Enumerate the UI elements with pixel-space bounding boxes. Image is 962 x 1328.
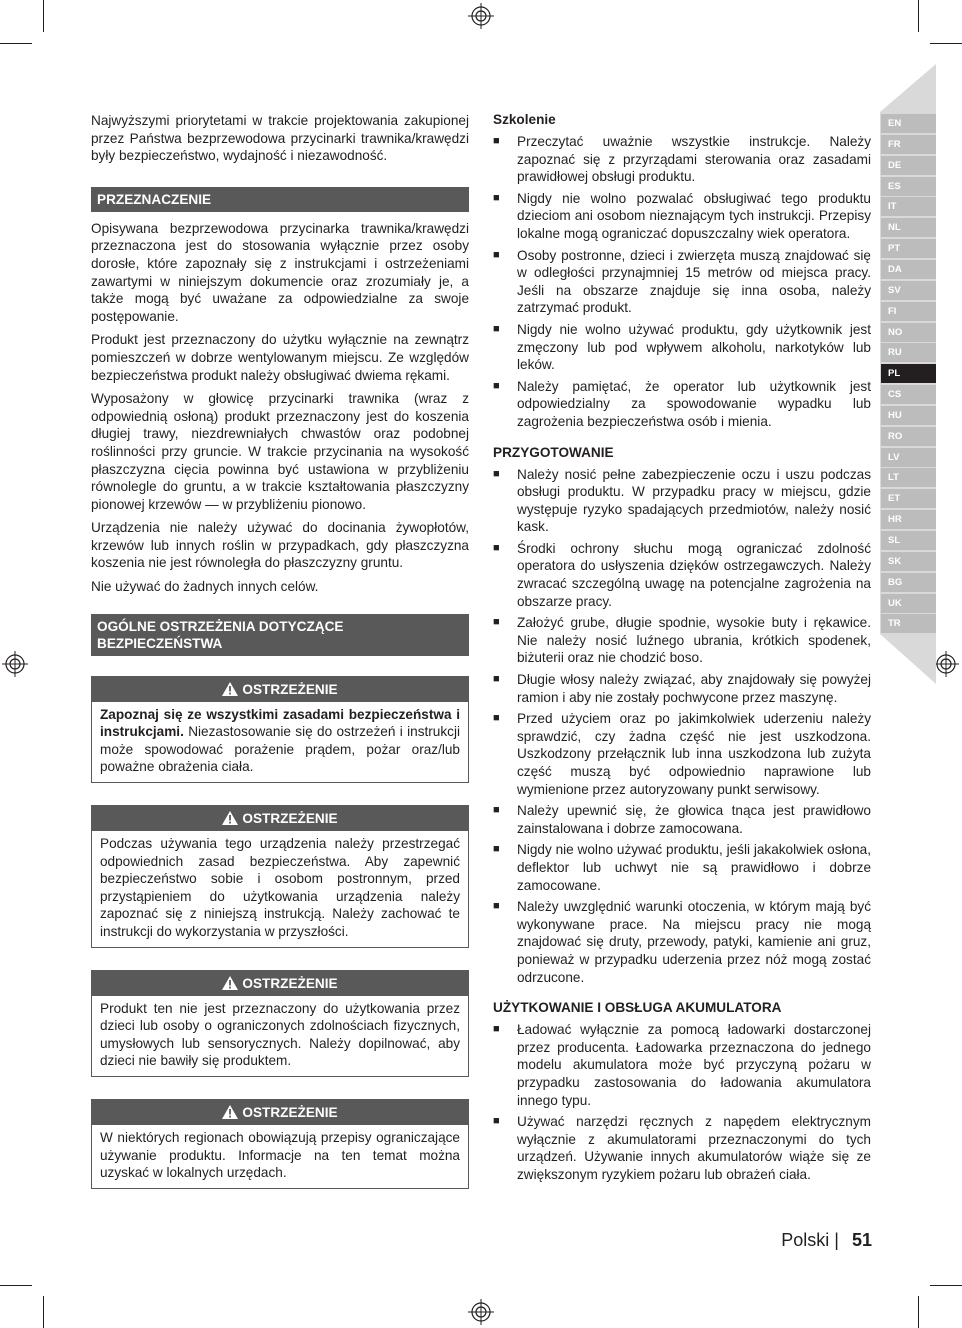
list-item: ■ Należy nosić pełne zabezpieczenie oczu i uszu podczas obsługi produktu. W przypadku pracy w miejscu, gdzie występuje ryzyko spadających przedmiotów, należy nosić kask. bbox=[493, 466, 871, 536]
warning-header bbox=[92, 806, 468, 831]
language-tab-bg[interactable]: BG bbox=[881, 573, 936, 592]
language-tab-pl[interactable]: PL bbox=[881, 364, 936, 383]
list-item: ■ Środki ochrony słuchu mogą ograniczać zdolność operatora do usłyszenia dzięków ostrzegawczych. Należy zwracać szczególną uwagę na potencjalne zagrożenia na obszarze pracy. bbox=[493, 540, 871, 610]
warning-label: OSTRZEŻENIE bbox=[242, 811, 338, 827]
heading-line: BEZPIECZEŃSTWA bbox=[97, 635, 223, 651]
warning-text bbox=[92, 702, 468, 782]
language-tab-fr[interactable]: FR bbox=[881, 135, 936, 154]
list-item: ■ Używać narzędzi ręcznych z napędem elektrycznym wyłącznie z akumulatorami przeznaczonymi do tych urządzeń. Używanie innych akumulatorów wiąże się ze zwiększonym ryzykiem pożaru lub obrażeń ciała. bbox=[493, 1113, 871, 1183]
warning-triangle-icon bbox=[222, 1105, 238, 1119]
warning-bold-text: Zapoznaj się ze wszystkimi zasadami bezpieczeństwa i instrukcjami. bbox=[100, 706, 460, 740]
warning-text: W niektórych regionach obowiązują przepisy ograniczające używanie produktu. Informacje na ten temat można uzyskać w lokalnych urzędach. bbox=[100, 1129, 460, 1181]
crop-mark bbox=[43, 0, 44, 32]
list-item: ■ Nigdy nie wolno pozwalać obsługiwać tego produktu dzieciom ani osobom nieznającym tych instrukcji. Przepisy lokalne mogą ograniczać dopuszczalny wiek operatora. bbox=[493, 190, 871, 243]
language-tab-it[interactable]: IT bbox=[881, 197, 936, 216]
language-tab-no[interactable]: NO bbox=[881, 323, 936, 342]
language-tab-sk[interactable]: SK bbox=[881, 552, 936, 571]
registration-mark-icon bbox=[468, 1299, 494, 1325]
page-footer bbox=[700, 1230, 872, 1251]
section-heading-general-warnings bbox=[91, 614, 469, 656]
intro-paragraph: Najwyższymi priorytetami w trakcie projektowania zakupionej przez Państwa bezprzewodowa przycinarki trawnika/krawędzi były bezpieczeństwo, wydajność i niezawodność. bbox=[91, 113, 469, 164]
crop-mark bbox=[0, 1285, 32, 1286]
footer-language: Polski | bbox=[781, 1230, 839, 1250]
language-tab-sv[interactable]: SV bbox=[881, 281, 936, 300]
list-item: ■ Długie włosy należy związać, aby znajdowały się powyżej ramion i aby nie zostały pochwycone przez maszynę. bbox=[493, 671, 871, 706]
language-tab-lv[interactable]: LV bbox=[881, 448, 936, 467]
left-column bbox=[91, 112, 469, 1211]
page-number: 51 bbox=[851, 1230, 872, 1250]
heading-line: OGÓLNE OSTRZEŻENIA DOTYCZĄCE bbox=[97, 618, 344, 634]
language-tab-fi[interactable]: FI bbox=[881, 302, 936, 321]
warning-text: Produkt ten nie jest przeznaczony do użytkowania przez dzieci lub osoby o ograniczonych zdolnościach fizycznych, umysłowych lub sensorycznych. Należy dopilnować, aby dzieci nie bawiły się produktem. bbox=[100, 1000, 460, 1069]
registration-mark-icon bbox=[933, 651, 959, 677]
list-item: ■ Nigdy nie wolno używać produktu, gdy użytkownik jest zmęczony lub pod wpływem alkoholu, narkotyków lub leków. bbox=[493, 321, 871, 374]
paragraph: Nie używać do żadnych innych celów. bbox=[91, 579, 319, 595]
crop-mark bbox=[918, 0, 919, 32]
warning-header bbox=[92, 677, 468, 702]
warning-box bbox=[91, 805, 469, 948]
warning-text: Podczas używania tego urządzenia należy przestrzegać odpowiednich zasad bezpieczeństwa. Aby zapewnić bezpieczeństwo sobie i osobom postronnym, przed przystąpieniem do użytkowania urządzenia należy zapoznać się z niniejszą instrukcją. Należy zachować te instrukcji do wykorzystania w przyszłości. bbox=[100, 836, 460, 939]
warning-header bbox=[92, 1100, 468, 1125]
warning-triangle-icon bbox=[222, 811, 238, 825]
language-tab-sl[interactable]: SL bbox=[881, 531, 936, 550]
warning-label: OSTRZEŻENIE bbox=[242, 681, 338, 697]
list-item: ■ Osoby postronne, dzieci i zwierzęta muszą znajdować się w odległości przynajmniej 15 metrów od miejsca pracy. Jeśli na obszarze znajduje się inna osoba, należy zatrzymać produkt. bbox=[493, 247, 871, 317]
bullet-list-akumulator bbox=[493, 1021, 871, 1183]
list-item: ■ Ładować wyłącznie za pomocą ładowarki dostarczonej przez producenta. Ładowarka przeznaczona do jednego modelu akumulatora może być przyczyną pożaru w przypadku zastosowania do ładowania akumulatora innego typu. bbox=[493, 1021, 871, 1109]
language-tab-hu[interactable]: HU bbox=[881, 406, 936, 425]
list-item: ■ Nigdy nie wolno używać produktu, jeśli jakakolwiek osłona, deflektor lub uchwyt nie są prawidłowo i dobrze zamocowane. bbox=[493, 841, 871, 894]
list-item: ■ Należy pamiętać, że operator lub użytkownik jest odpowiedzialny za spowodowanie wypadku lub zagrożenia bezpieczeństwa osób i mienia. bbox=[493, 378, 871, 431]
crop-mark bbox=[930, 1285, 962, 1286]
language-tab-pt[interactable]: PT bbox=[881, 239, 936, 258]
paragraph: Urządzenia nie należy używać do docinania żywopłotów, krzewów lub innych roślin w przypadkach, gdy płaszczyzna koszenia nie jest równoległa do płaszczyzny gruntu. bbox=[91, 520, 469, 571]
subheading-szkolenie: Szkolenie bbox=[493, 112, 556, 127]
warning-triangle-icon bbox=[222, 976, 238, 990]
paragraph: Wyposażony w głowicę przycinarki trawnika (wraz z odpowiednią osłoną) produkt przeznaczony jest do koszenia długiej trawy, niezdrewniałych chwastów oraz podobnej roślinności przy gruncie. W trakcie przycinania na wysokość płaszczyzna cięcia powinna być ustawiona w przybliżeniu równolegle do gruntu, a w trakcie kształtowania płaszczyzny pionowej krzewów — w przybliżeniu pionowo. bbox=[91, 391, 469, 512]
list-item: ■ Przed użyciem oraz po jakimkolwiek uderzeniu należy sprawdzić, czy żadna część nie jest uszkodzona. Uszkodzony przełącznik lub inna uszkodzona lub zużyta część muszą być odpowiednio naprawione lub wymienione przez autoryzowany punkt serwisowy. bbox=[493, 710, 871, 798]
language-tab-es[interactable]: ES bbox=[881, 177, 936, 196]
language-tab-cs[interactable]: CS bbox=[881, 385, 936, 404]
subheading-akumulator: UŻYTKOWANIE I OBSŁUGA AKUMULATORA bbox=[493, 1000, 782, 1016]
language-tab-da[interactable]: DA bbox=[881, 260, 936, 279]
language-tab-ro[interactable]: RO bbox=[881, 427, 936, 446]
bullet-list-szkolenie bbox=[493, 133, 871, 431]
language-tab-nl[interactable]: NL bbox=[881, 218, 936, 237]
list-item: ■ Założyć grube, długie spodnie, wysokie buty i rękawice. Nie należy nosić luźnego ubrania, krótkich spodenek, biżuterii oraz nie chodzić boso. bbox=[493, 614, 871, 667]
subheading-przygotowanie: PRZYGOTOWANIE bbox=[493, 444, 614, 460]
warning-body-text: Niezastosowanie się do ostrzeżeń i instrukcji może spowodować porażenie prądem, pożar oraz/lub poważne obrażenia ciała. bbox=[100, 724, 460, 775]
list-item: ■ Należy upewnić się, że głowica tnąca jest prawidłowo zainstalowana i dobrze zamocowana. bbox=[493, 802, 871, 837]
language-tab-uk[interactable]: UK bbox=[881, 594, 936, 613]
warning-box bbox=[91, 676, 469, 783]
registration-mark-icon bbox=[468, 3, 494, 29]
warning-label: OSTRZEŻENIE bbox=[242, 1104, 338, 1120]
section-heading-przeznaczenie: PRZEZNACZENIE bbox=[91, 187, 469, 212]
language-tab-hr[interactable]: HR bbox=[881, 510, 936, 529]
list-item: ■ Należy uwzględnić warunki otoczenia, w którym mają być wykonywane prace. Na miejscu pracy nie mogą znajdować się druty, przewody, patyki, kamienie ani gruz, ponieważ w przypadku uderzenia przez nóż mogą zostać odrzucone. bbox=[493, 898, 871, 986]
crop-mark bbox=[918, 1296, 919, 1328]
paragraph: Produkt jest przeznaczony do użytku wyłącznie na zewnątrz pomieszczeń w dobrze wentylowanym miejscu. Ze względów bezpieczeństwa produkt należy obsługiwać dwiema rękami. bbox=[91, 332, 469, 383]
warning-label: OSTRZEŻENIE bbox=[242, 975, 338, 991]
crop-mark bbox=[930, 43, 962, 44]
warning-triangle-icon bbox=[222, 682, 238, 696]
language-tab-de[interactable]: DE bbox=[881, 156, 936, 175]
crop-mark bbox=[0, 43, 32, 44]
right-column bbox=[493, 112, 871, 1197]
language-tab-lt[interactable]: LT bbox=[881, 468, 936, 487]
crop-mark bbox=[43, 1296, 44, 1328]
warning-box bbox=[91, 1099, 469, 1189]
warning-box bbox=[91, 970, 469, 1077]
registration-mark-icon bbox=[2, 651, 28, 677]
language-tab-ru[interactable]: RU bbox=[881, 343, 936, 362]
language-tab-et[interactable]: ET bbox=[881, 489, 936, 508]
list-item: ■ Przeczytać uważnie wszystkie instrukcje. Należy zapoznać się z przyrządami sterowania oraz zasadami prawidłowej obsługi produktu. bbox=[493, 133, 871, 186]
language-tab-tr[interactable]: TR bbox=[881, 614, 936, 633]
language-tab-en[interactable]: EN bbox=[881, 114, 936, 133]
paragraph: Opisywana bezprzewodowa przycinarka trawnika/krawędzi przeznaczona jest do stosowania wyłącznie przez osoby dorosłe, które zapoznały się z instrukcjami i ostrzeżeniami zawartymi w niniejszym dokumencie oraz zrozumiały je, a także mogą być uważane za odpowiedzialne za swoje postępowanie. bbox=[91, 220, 469, 324]
bullet-list-przygotowanie bbox=[493, 466, 871, 987]
warning-header bbox=[92, 971, 468, 996]
